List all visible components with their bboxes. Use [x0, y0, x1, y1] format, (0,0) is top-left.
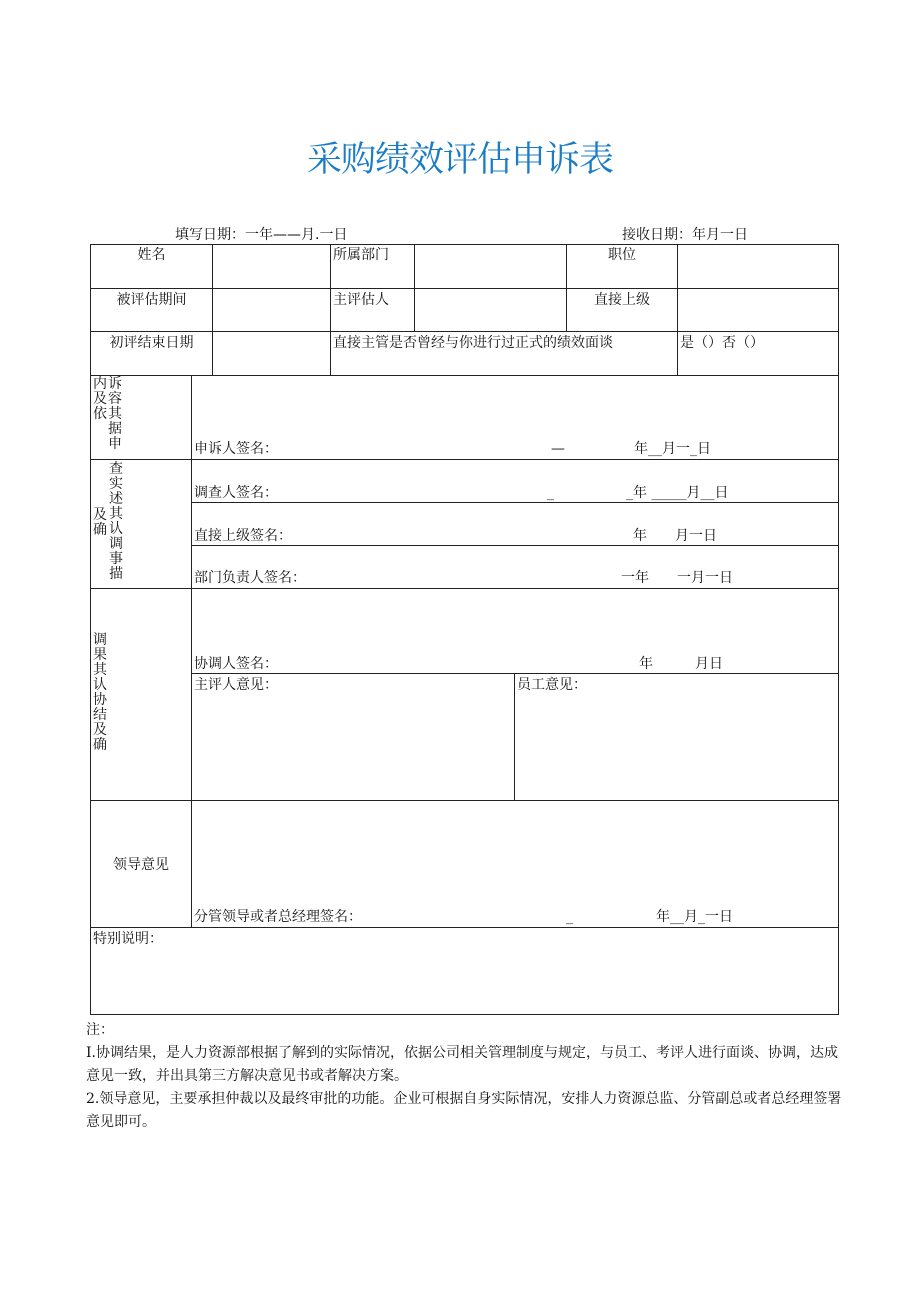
employee-opinion-field[interactable] — [515, 696, 838, 800]
coordination-content-area[interactable] — [192, 589, 838, 649]
dept-field[interactable] — [415, 245, 566, 288]
period-field[interactable] — [213, 289, 330, 331]
appeal-side-label-2: 诉容其据申 — [108, 376, 122, 452]
investigator-date: _年 _____月__日 — [626, 485, 729, 501]
investigator-mark: _ — [547, 485, 554, 501]
appeal-side-label-1: 内及依 — [93, 376, 107, 422]
note-1: Ⅰ.协调结果，是人力资源部根据了解到的实际情况，依据公司相关管理制度与规定，与员工、考评人进行面谈、协调，达成意见一致，并出具第三方解决意见书或者解决方案。 — [86, 1045, 838, 1084]
name-field[interactable] — [213, 245, 330, 288]
appellant-signature-label: 申诉人签名： — [194, 441, 278, 457]
coordinator-date: 年 月日 — [639, 656, 723, 672]
supervisor-field[interactable] — [678, 289, 838, 331]
employee-opinion-label: 员工意见： — [517, 677, 587, 693]
note-2: 2.领导意见，主要承担仲裁以及最终审批的功能。企业可根据自身实际情况，安排人力资源总监、分管副总或者总经理签署意见即可。 — [86, 1091, 842, 1130]
evaluator-label: 主评估人 — [333, 292, 389, 308]
investigator-signature-label: 调查人签名： — [194, 485, 278, 501]
special-note-field[interactable] — [91, 950, 838, 1013]
dept-label: 所属部门 — [333, 247, 389, 263]
fill-date: 填写日期：一年——月.一日 — [175, 227, 348, 243]
position-label: 职位 — [608, 247, 636, 263]
appeal-content-area[interactable] — [192, 376, 838, 436]
leadership-label: 领导意见 — [113, 857, 169, 873]
supervisor-signature-date: 年 月一日 — [633, 528, 717, 544]
coordination-side-label: 调果其认协结及确 — [93, 632, 107, 753]
receive-date: 接收日期：年月一日 — [622, 227, 748, 243]
evaluator-opinion-label: 主评人意见： — [194, 677, 278, 693]
appellant-dash: — — [551, 441, 565, 457]
leadership-mark: _ — [566, 909, 573, 925]
evaluator-opinion-field[interactable] — [192, 696, 513, 800]
leadership-date: 年__月_一日 — [656, 909, 733, 925]
footnotes — [86, 1019, 844, 1134]
appellant-date: 年__月一_日 — [634, 441, 711, 457]
leadership-content-area[interactable] — [192, 801, 838, 901]
name-label: 姓名 — [137, 247, 166, 263]
investigation-side-label-1: 及确 — [93, 507, 107, 538]
investigation-side-label-2: 查实述其认调事描 — [109, 461, 123, 582]
position-field[interactable] — [678, 245, 838, 288]
coordinator-signature-label: 协调人签名： — [194, 656, 278, 672]
evaluator-field[interactable] — [415, 289, 566, 331]
period-label: 被评估期间 — [116, 292, 187, 308]
interview-options[interactable]: 是（）否（） — [680, 335, 764, 351]
end-date-field[interactable] — [213, 332, 330, 375]
dept-head-signature-label: 部门负责人签名： — [194, 570, 306, 586]
supervisor-label: 直接上级 — [594, 292, 650, 308]
dept-head-signature-date: 一年 一月一日 — [621, 570, 733, 586]
notes-heading: 注： — [86, 1022, 114, 1038]
special-note-label: 特别说明： — [93, 931, 163, 947]
page-title: 采购绩效评估申诉表 — [306, 140, 613, 180]
leadership-signature-label: 分管领导或者总经理签名： — [194, 909, 362, 925]
interview-question: 直接主管是否曾经与你进行过正式的绩效面谈 — [333, 335, 613, 351]
end-date-label: 初评结束日期 — [109, 335, 194, 351]
supervisor-signature-label: 直接上级签名： — [194, 528, 292, 544]
